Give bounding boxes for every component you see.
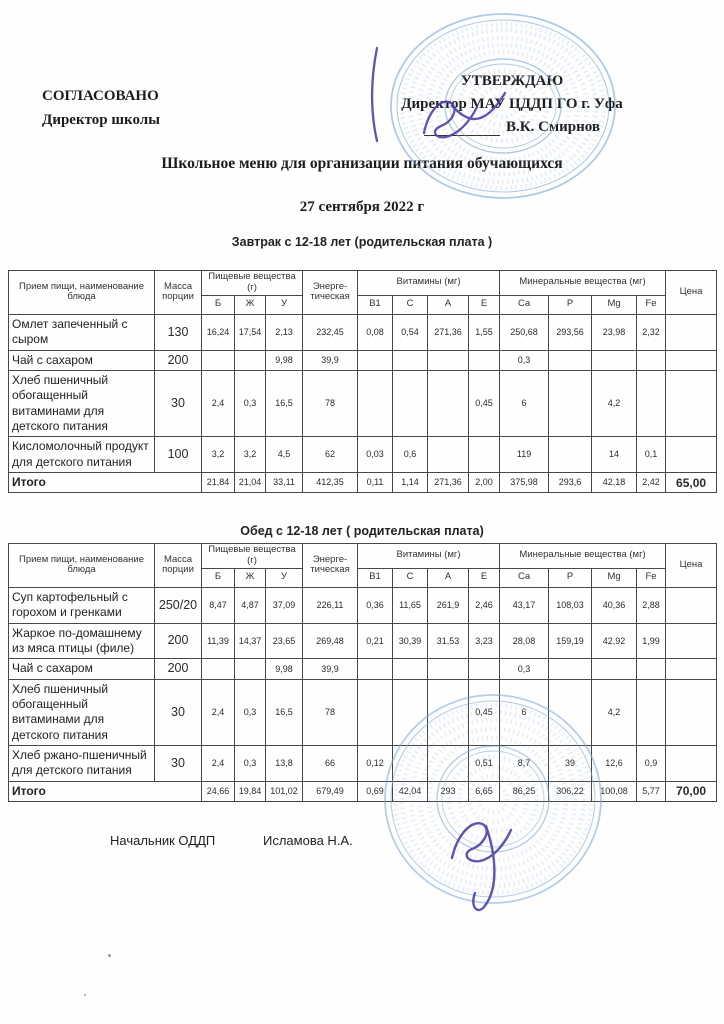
breakfast-table-header: [9, 271, 717, 315]
value-cell: [202, 350, 235, 370]
value-cell: 4,2: [592, 679, 637, 745]
value-cell: [637, 679, 666, 745]
value-cell: 12,6: [592, 746, 637, 782]
value-cell: 0,1: [637, 437, 666, 473]
value-cell: 293: [428, 781, 469, 801]
value-cell: 2,4: [202, 370, 235, 436]
col-mg: Mg: [592, 568, 637, 587]
value-cell: [428, 437, 469, 473]
col-fat: Ж: [235, 295, 266, 314]
price-cell: [666, 679, 717, 745]
value-cell: 0,6: [393, 437, 428, 473]
value-cell: 306,22: [549, 781, 592, 801]
value-cell: 11,65: [393, 587, 428, 623]
value-cell: 293,6: [549, 473, 592, 493]
value-cell: [393, 370, 428, 436]
price-cell: [666, 587, 717, 623]
value-cell: 43,17: [500, 587, 549, 623]
value-cell: 14,37: [235, 623, 266, 659]
col-minerals-group: Минеральные вещества (мг): [500, 271, 666, 296]
value-cell: 1,55: [469, 314, 500, 350]
portion-mass: 200: [155, 350, 202, 370]
value-cell: 100,08: [592, 781, 637, 801]
price-cell: [666, 659, 717, 679]
value-cell: 6: [500, 370, 549, 436]
value-cell: 3,2: [235, 437, 266, 473]
value-cell: 293,56: [549, 314, 592, 350]
value-cell: 8,47: [202, 587, 235, 623]
value-cell: [469, 350, 500, 370]
value-cell: 0,3: [500, 659, 549, 679]
value-cell: 17,54: [235, 314, 266, 350]
value-cell: 21,04: [235, 473, 266, 493]
portion-mass: 200: [155, 623, 202, 659]
value-cell: [428, 679, 469, 745]
col-c: C: [393, 295, 428, 314]
value-cell: 101,02: [266, 781, 303, 801]
dish-name: Хлеб пшеничный обогащенный витаминами для детского питания: [9, 679, 155, 745]
col-vitamins-group: Витамины (мг): [358, 271, 500, 296]
value-cell: 0,51: [469, 746, 500, 782]
value-cell: 3,23: [469, 623, 500, 659]
value-cell: 4,87: [235, 587, 266, 623]
col-a: A: [428, 568, 469, 587]
value-cell: [549, 370, 592, 436]
dish-name: Жаркое по-домашнему из мяса птицы (филе): [9, 623, 155, 659]
value-cell: 226,11: [303, 587, 358, 623]
agreed-title: СОГЛАСОВАНО: [42, 88, 159, 104]
agreed-role: Директор школы: [42, 112, 160, 128]
menu-row: [9, 659, 717, 679]
value-cell: [202, 659, 235, 679]
col-carbs: У: [266, 568, 303, 587]
col-ca: Ca: [500, 295, 549, 314]
value-cell: [637, 370, 666, 436]
dish-name: Чай с сахаром: [9, 350, 155, 370]
value-cell: [428, 659, 469, 679]
col-e: E: [469, 568, 500, 587]
footer-role: Начальник ОДДП: [110, 833, 216, 848]
col-a: A: [428, 295, 469, 314]
price-cell: [666, 437, 717, 473]
value-cell: 21,84: [202, 473, 235, 493]
value-cell: 250,68: [500, 314, 549, 350]
value-cell: 16,5: [266, 370, 303, 436]
value-cell: [469, 437, 500, 473]
value-cell: [549, 437, 592, 473]
value-cell: 0,3: [235, 746, 266, 782]
value-cell: 2,4: [202, 746, 235, 782]
value-cell: 42,04: [393, 781, 428, 801]
breakfast-table-title: Завтрак с 12-18 лет (родительская плата ): [231, 235, 493, 249]
dish-name: Хлеб ржано-пшеничный для детского питания: [9, 746, 155, 782]
value-cell: 0,54: [393, 314, 428, 350]
value-cell: 8,7: [500, 746, 549, 782]
dish-name: Омлет запеченный с сыром: [9, 314, 155, 350]
col-fe: Fe: [637, 295, 666, 314]
value-cell: [393, 679, 428, 745]
value-cell: 0,21: [358, 623, 393, 659]
lunch-table-header: [9, 544, 717, 588]
dish-name: Чай с сахаром: [9, 659, 155, 679]
value-cell: 0,11: [358, 473, 393, 493]
value-cell: [358, 370, 393, 436]
value-cell: 2,13: [266, 314, 303, 350]
footer-signer-name: Исламова Н.А.: [263, 833, 353, 848]
value-cell: 16,24: [202, 314, 235, 350]
col-nutrients-group: Пищевые вещества (г): [202, 271, 303, 296]
value-cell: 375,98: [500, 473, 549, 493]
col-mg: Mg: [592, 295, 637, 314]
value-cell: 0,3: [235, 370, 266, 436]
menu-row: [9, 623, 717, 659]
col-energy: Энерге-тическая: [303, 544, 358, 588]
value-cell: 0,3: [235, 679, 266, 745]
value-cell: 412,35: [303, 473, 358, 493]
value-cell: 33,11: [266, 473, 303, 493]
col-ca: Ca: [500, 568, 549, 587]
price-cell: [666, 746, 717, 782]
value-cell: 2,88: [637, 587, 666, 623]
col-nutrients-group: Пищевые вещества (г): [202, 544, 303, 569]
dish-name: Хлеб пшеничный обогащенный витаминами для детского питания: [9, 370, 155, 436]
total-label: Итого: [9, 781, 202, 801]
breakfast-table: [8, 270, 717, 493]
menu-row: [9, 314, 717, 350]
value-cell: 11,39: [202, 623, 235, 659]
value-cell: [549, 659, 592, 679]
approved-signer-name: В.К. Смирнов: [505, 119, 601, 135]
document-title: Школьное меню для организации питания обучающихся: [161, 155, 563, 172]
value-cell: 13,8: [266, 746, 303, 782]
value-cell: 3,2: [202, 437, 235, 473]
lunch-table-title: Обед с 12-18 лет ( родительская плата): [240, 524, 484, 538]
menu-row: [9, 350, 717, 370]
value-cell: [549, 679, 592, 745]
value-cell: 16,5: [266, 679, 303, 745]
menu-row: [9, 679, 717, 745]
value-cell: 119: [500, 437, 549, 473]
portion-mass: 30: [155, 370, 202, 436]
price-cell: [666, 370, 717, 436]
portion-mass: 130: [155, 314, 202, 350]
value-cell: 9,98: [266, 350, 303, 370]
value-cell: 42,18: [592, 473, 637, 493]
value-cell: 0,08: [358, 314, 393, 350]
menu-row: [9, 437, 717, 473]
value-cell: 6: [500, 679, 549, 745]
value-cell: 40,36: [592, 587, 637, 623]
value-cell: 0,36: [358, 587, 393, 623]
value-cell: 23,65: [266, 623, 303, 659]
col-b1: B1: [358, 568, 393, 587]
value-cell: 37,09: [266, 587, 303, 623]
value-cell: 0,03: [358, 437, 393, 473]
value-cell: 86,25: [500, 781, 549, 801]
value-cell: 4,5: [266, 437, 303, 473]
approved-title: УТВЕРЖДАЮ: [460, 73, 564, 89]
value-cell: 28,08: [500, 623, 549, 659]
value-cell: 62: [303, 437, 358, 473]
approved-role: Директор МАУ ЦДДП ГО г. Уфа: [401, 96, 623, 112]
col-minerals-group: Минеральные вещества (мг): [500, 544, 666, 569]
value-cell: 2,32: [637, 314, 666, 350]
total-row: [9, 473, 717, 493]
value-cell: 66: [303, 746, 358, 782]
value-cell: 30,39: [393, 623, 428, 659]
approved-block: [362, 70, 662, 139]
col-energy: Энерге-тическая: [303, 271, 358, 315]
col-dish: Прием пищи, наименование блюда: [9, 271, 155, 315]
price-cell: [666, 623, 717, 659]
portion-mass: 30: [155, 746, 202, 782]
value-cell: [235, 350, 266, 370]
value-cell: 39,9: [303, 350, 358, 370]
value-cell: [637, 659, 666, 679]
value-cell: 271,36: [428, 473, 469, 493]
value-cell: 0,3: [500, 350, 549, 370]
value-cell: 0,45: [469, 370, 500, 436]
col-price: Цена: [666, 271, 717, 315]
value-cell: [428, 350, 469, 370]
value-cell: [358, 659, 393, 679]
value-cell: 78: [303, 370, 358, 436]
value-cell: [358, 679, 393, 745]
col-mass: Масса порции: [155, 544, 202, 588]
price-cell: 70,00: [666, 781, 717, 801]
value-cell: [428, 746, 469, 782]
value-cell: 108,03: [549, 587, 592, 623]
value-cell: 42,92: [592, 623, 637, 659]
value-cell: 14: [592, 437, 637, 473]
col-c: C: [393, 568, 428, 587]
scan-speck: [84, 994, 86, 996]
signature-ink-bottom: [452, 823, 511, 910]
value-cell: 24,66: [202, 781, 235, 801]
value-cell: 679,49: [303, 781, 358, 801]
value-cell: 269,48: [303, 623, 358, 659]
value-cell: [428, 370, 469, 436]
value-cell: 2,4: [202, 679, 235, 745]
col-e: E: [469, 295, 500, 314]
value-cell: 4,2: [592, 370, 637, 436]
value-cell: [469, 659, 500, 679]
total-label: Итого: [9, 473, 202, 493]
price-cell: [666, 350, 717, 370]
value-cell: [549, 350, 592, 370]
dish-name: Кисломолочный продукт для детского питания: [9, 437, 155, 473]
dish-name: Суп картофельный с горохом и гренками: [9, 587, 155, 623]
value-cell: 0,69: [358, 781, 393, 801]
value-cell: 23,98: [592, 314, 637, 350]
value-cell: 159,19: [549, 623, 592, 659]
signature-underline: [424, 135, 500, 136]
value-cell: 31,53: [428, 623, 469, 659]
menu-row: [9, 587, 717, 623]
value-cell: 6,65: [469, 781, 500, 801]
col-protein: Б: [202, 568, 235, 587]
value-cell: 39: [549, 746, 592, 782]
col-vitamins-group: Витамины (мг): [358, 544, 500, 569]
portion-mass: 100: [155, 437, 202, 473]
value-cell: 1,14: [393, 473, 428, 493]
value-cell: 271,36: [428, 314, 469, 350]
col-protein: Б: [202, 295, 235, 314]
value-cell: [393, 746, 428, 782]
portion-mass: 200: [155, 659, 202, 679]
value-cell: 232,45: [303, 314, 358, 350]
price-cell: [666, 314, 717, 350]
agreed-block: [42, 84, 160, 132]
col-mass: Масса порции: [155, 271, 202, 315]
value-cell: [393, 350, 428, 370]
value-cell: 39,9: [303, 659, 358, 679]
col-dish: Прием пищи, наименование блюда: [9, 544, 155, 588]
col-b1: B1: [358, 295, 393, 314]
col-price: Цена: [666, 544, 717, 588]
value-cell: [393, 659, 428, 679]
col-p: P: [549, 295, 592, 314]
value-cell: 2,46: [469, 587, 500, 623]
value-cell: 19,84: [235, 781, 266, 801]
menu-row: [9, 746, 717, 782]
col-fe: Fe: [637, 568, 666, 587]
total-row: [9, 781, 717, 801]
price-cell: 65,00: [666, 473, 717, 493]
value-cell: 9,98: [266, 659, 303, 679]
value-cell: 0,45: [469, 679, 500, 745]
menu-row: [9, 370, 717, 436]
portion-mass: 250/20: [155, 587, 202, 623]
value-cell: 2,00: [469, 473, 500, 493]
value-cell: [637, 350, 666, 370]
value-cell: 1,99: [637, 623, 666, 659]
value-cell: 0,9: [637, 746, 666, 782]
lunch-table: [8, 543, 717, 802]
portion-mass: 30: [155, 679, 202, 745]
value-cell: 78: [303, 679, 358, 745]
signature-line-row: [362, 116, 662, 139]
value-cell: [358, 350, 393, 370]
value-cell: [592, 659, 637, 679]
value-cell: [592, 350, 637, 370]
col-carbs: У: [266, 295, 303, 314]
value-cell: 2,42: [637, 473, 666, 493]
value-cell: 0,12: [358, 746, 393, 782]
value-cell: [235, 659, 266, 679]
col-p: P: [549, 568, 592, 587]
value-cell: 5,77: [637, 781, 666, 801]
value-cell: 261,9: [428, 587, 469, 623]
document-date: 27 сентября 2022 г: [299, 199, 425, 215]
scan-speck: [108, 954, 111, 957]
col-fat: Ж: [235, 568, 266, 587]
